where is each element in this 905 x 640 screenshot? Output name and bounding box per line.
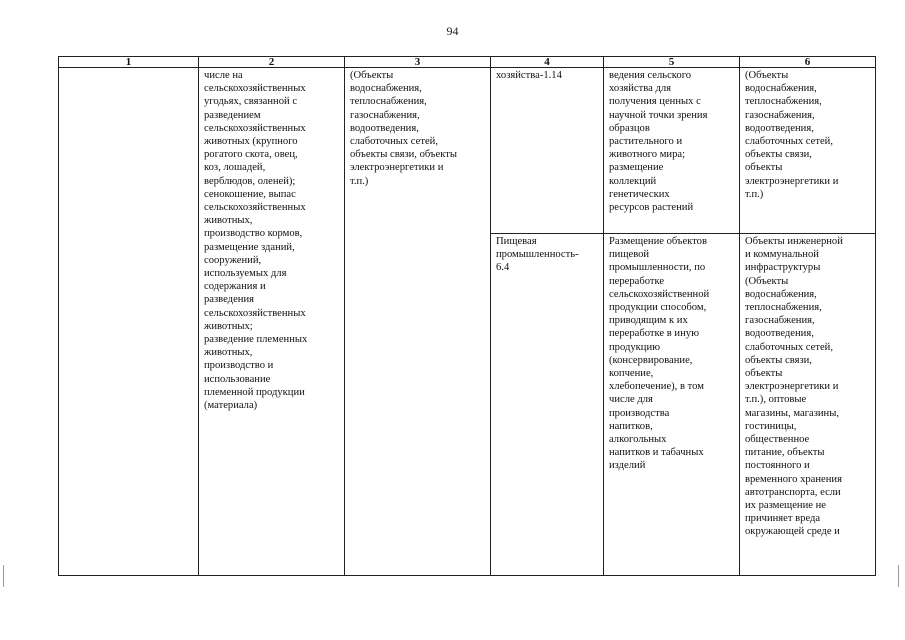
column-header-3: 3 <box>345 57 491 68</box>
use-type-description: Размещение объектов пищевой промышленности, по переработке сельскохозяйственной продукции способом, приводящим к их переработке в иную продукцию (консервирование, копчение, хлебопечение), в том числе для производства напитков, алкогольных напитков и табачных изделий <box>609 236 710 472</box>
column-header-5: 5 <box>604 57 740 68</box>
cell-col1 <box>59 68 199 576</box>
cell-col6 <box>740 68 876 234</box>
land-use-table <box>58 56 876 576</box>
auxiliary-objects-text: (Объекты водоснабжения, теплоснабжения, газоснабжения, водоотведения, слаботочных сетей, объекты связи, объекты электроэнергетики и т.п.) <box>745 70 839 200</box>
use-type-code: Пищевая промышленность- 6.4 <box>496 236 579 274</box>
cell-col5 <box>604 68 740 234</box>
page-number: 94 <box>446 24 459 38</box>
column-header-6: 6 <box>740 57 876 68</box>
use-type-code: хозяйства-1.14 <box>496 70 562 81</box>
cell-col2 <box>199 68 345 576</box>
scan-edge-mark-left <box>3 565 4 587</box>
column-header-4: 4 <box>491 57 604 68</box>
use-type-description: ведения сельского хозяйства для получения ценных с научной точки зрения образцов растительного и животного мира; размещение коллекций генетических ресурсов растений <box>609 70 708 214</box>
scan-edge-mark-right <box>898 565 899 587</box>
permitted-use-description: числе на сельскохозяйственных угодьях, связанной с разведением сельскохозяйственных животных (крупного рогатого скота, овец, коз, лошадей, верблюдов, оленей); сенокошение, выпас сельскохозяйственных животных, производство кормов, размещение зданий, сооружений, используемых для содержания и разведения сельскохозяйственных животных; разведение племенных животных, производство и использование племенной продукции (материала) <box>204 70 308 412</box>
column-header-1: 1 <box>59 57 199 68</box>
table-header-row <box>59 57 876 68</box>
table-row <box>59 68 876 234</box>
cell-col5 <box>604 234 740 576</box>
cell-col4 <box>491 68 604 234</box>
auxiliary-objects-text: Объекты инженерной и коммунальной инфраструктуры (Объекты водоснабжения, теплоснабжения, газоснабжения, водоотведения, слаботочных сетей, объекты связи, объекты электроэнергетики и т.п.), оптовые магазины, магазины, гостиницы, общественное питание, объекты постоянного и временного хранения автотранспорта, если их размещение не причиняет вреда окружающей среде и <box>745 236 843 538</box>
cell-col3 <box>345 68 491 576</box>
column-header-2: 2 <box>199 57 345 68</box>
cell-col4 <box>491 234 604 576</box>
utility-objects-text: (Объекты водоснабжения, теплоснабжения, газоснабжения, водоотведения, слаботочных сетей, объекты связи, объекты электроэнергетики и т.п.) <box>350 70 457 187</box>
cell-col6 <box>740 234 876 576</box>
